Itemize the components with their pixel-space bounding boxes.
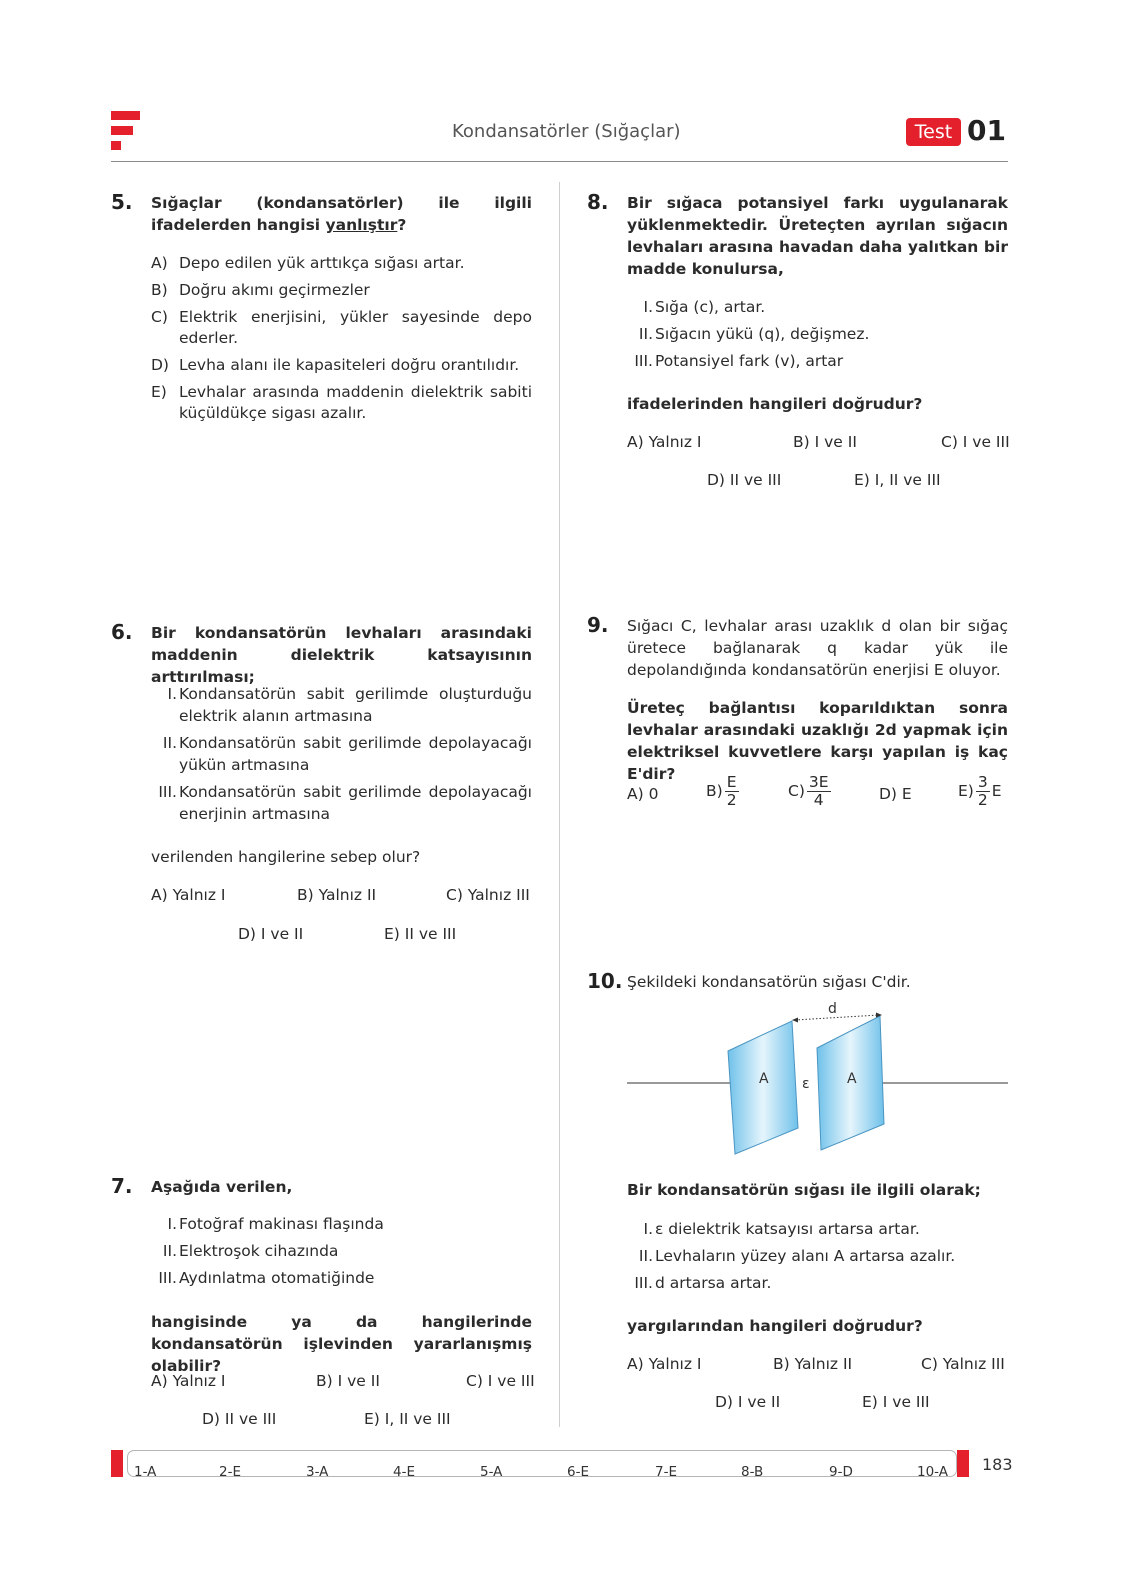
q8-question: ifadelerinden hangileri doğrudur? [627, 395, 923, 413]
answer-key-3: 3-A [306, 1464, 329, 1480]
answer-key-marker-left [111, 1450, 123, 1477]
q8-answer-c[interactable]: C) I ve III [941, 433, 1010, 451]
q8-answer-b[interactable]: B) I ve II [793, 433, 857, 451]
q7-answer-a[interactable]: A) Yalnız I [151, 1372, 226, 1390]
q6-number: 6. [111, 620, 133, 644]
plate-label-left: A [759, 1071, 769, 1087]
q9-answer-a[interactable]: A) 0 [627, 785, 659, 803]
q10-stem: Şekildeki kondansatörün sığası C'dir. [627, 973, 911, 991]
q10-answer-d[interactable]: D) I ve II [715, 1393, 781, 1411]
q9-answer-e[interactable]: E) $\frac{3}{2}$ E [958, 773, 1002, 809]
q5-option-e[interactable]: E) Levhalar arasında maddenin dielektrik sabiti küçüldükçe sigası azalır. [151, 383, 532, 422]
q6-answer-e[interactable]: E) II ve III [384, 925, 457, 943]
q6-question: verilenden hangilerine sebep olur? [151, 848, 421, 866]
q7-number: 7. [111, 1174, 133, 1198]
capacitor-figure [627, 998, 1008, 1158]
q5-number: 5. [111, 190, 133, 214]
answer-key-marker-right [957, 1450, 969, 1477]
q8-item-1: I. Sığa (c), artar. [643, 298, 766, 316]
answer-key-1: 1-A [134, 1464, 157, 1480]
q9-number: 9. [587, 613, 609, 637]
page-title: Kondansatörler (Sığaçlar) [452, 121, 681, 142]
q5-option-b[interactable]: B) Doğru akımı geçirmezler [151, 281, 370, 299]
answer-key-7: 7-E [655, 1464, 677, 1480]
plate-label-right: A [847, 1071, 857, 1087]
q8-answer-a[interactable]: A) Yalnız I [627, 433, 702, 451]
distance-arrow-left [792, 1018, 798, 1023]
q10-answer-e[interactable]: E) I ve III [862, 1393, 930, 1411]
q6-answer-d[interactable]: D) I ve II [238, 925, 304, 943]
test-number: 01 [967, 114, 1006, 147]
q10-answer-a[interactable]: A) Yalnız I [627, 1355, 702, 1373]
q7-answer-e[interactable]: E) I, II ve III [364, 1410, 451, 1428]
q10-question2: yargılarından hangileri doğrudur? [627, 1317, 923, 1335]
q7-question: hangisinde ya da hangilerinde kondansatörün işlevinden yararlanışmış olabilir? [151, 1313, 532, 1375]
answer-key-10: 10-A [917, 1464, 948, 1480]
q5-stem: Sığaçlar (kondansatörler) ile ilgili ifadelerden hangisi yanlıştır? [151, 194, 532, 234]
q10-answer-b[interactable]: B) Yalnız II [773, 1355, 853, 1373]
q7-item-2: II. Elektroşok cihazında [162, 1242, 339, 1260]
q8-answer-d[interactable]: D) II ve III [707, 471, 782, 489]
q10-item-1: I. ε dielektrik katsayısı artarsa artar. [643, 1220, 920, 1238]
header-rule [111, 161, 1008, 162]
q10-answer-c[interactable]: C) Yalnız III [921, 1355, 1005, 1373]
q6-answer-b[interactable]: B) Yalnız II [297, 886, 377, 904]
q8-item-2: II. Sığacın yükü (q), değişmez. [638, 325, 870, 343]
q7-answer-c[interactable]: C) I ve III [466, 1372, 535, 1390]
test-badge [906, 118, 961, 146]
q6-answer-c[interactable]: C) Yalnız III [446, 886, 530, 904]
q9-question: Üreteç bağlantısı koparıldıktan sonra levhalar arasındaki uzaklığı 2d yapmak için elektriksel kuvvetlere karşı yapılan iş kaç E'dir? [627, 699, 1008, 783]
q7-stem: Aşağıda verilen, [151, 1178, 293, 1196]
answer-key-2: 2-E [219, 1464, 241, 1480]
q6-item-2: II. Kondansatörün sabit gerilimde depolayacağı yükün artmasına [162, 734, 532, 774]
q7-answer-b[interactable]: B) I ve II [316, 1372, 380, 1390]
column-divider [559, 182, 560, 1427]
answer-key-8: 8-B [741, 1464, 764, 1480]
q5-option-a[interactable]: A) Depo edilen yük arttıkça sığası artar. [151, 254, 465, 272]
q8-stem: Bir sığaca potansiyel farkı uygulanarak yüklenmektedir. Üreteçten ayrılan sığacın levhaları arasına havadan daha yalıtkan bir madde konulursa, [627, 194, 1008, 278]
q6-answer-a[interactable]: A) Yalnız I [151, 886, 226, 904]
answer-key-9: 9-D [829, 1464, 853, 1480]
distance-marker [795, 1015, 879, 1020]
answer-key-4: 4-E [393, 1464, 415, 1480]
brand-logo [111, 111, 141, 151]
q5-option-d[interactable]: D) Levha alanı ile kapasiteleri doğru orantılıdır. [151, 356, 520, 374]
q6-item-1: I. Kondansatörün sabit gerilimde oluşturduğu elektrik alanın artmasına [167, 685, 532, 725]
q10-item-2: II. Levhaların yüzey alanı A artarsa azalır. [638, 1247, 956, 1265]
q6-item-3: III. Kondansatörün sabit gerilimde depolayacağı enerjinin artmasına [158, 783, 532, 823]
q8-answer-e[interactable]: E) I, II ve III [854, 471, 941, 489]
q10-item-3: III. d artarsa artar. [634, 1274, 772, 1292]
q6-stem: Bir kondansatörün levhaları arasındaki maddenin dielektrik katsayısının arttırılması; [151, 624, 532, 686]
q10-question: Bir kondansatörün sığası ile ilgili olarak; [627, 1181, 981, 1199]
page-number: 183 [982, 1455, 1013, 1474]
q9-stem: Sığacı C, levhalar arası uzaklık d olan bir sığaç üretece bağlanarak q kadar yük ile depolandığında kondansatörün enerjisi E oluyor. [627, 617, 1008, 679]
q10-number: 10. [587, 969, 623, 993]
answer-key-5: 5-A [480, 1464, 503, 1480]
q7-item-3: III. Aydınlatma otomatiğinde [158, 1269, 375, 1287]
q9-answer-c[interactable]: C) $\frac{3E}{4}$ [788, 773, 829, 809]
q7-item-1: I. Fotoğraf makinası flaşında [167, 1215, 384, 1233]
epsilon-label: ε [802, 1076, 810, 1092]
q9-answer-d[interactable]: D) E [879, 785, 912, 803]
q8-number: 8. [587, 190, 609, 214]
answer-key-6: 6-E [567, 1464, 589, 1480]
distance-label: d [828, 1001, 837, 1017]
q9-answer-b[interactable]: B) $\frac{E}{2}$ [706, 773, 737, 809]
plate-left [728, 1021, 798, 1154]
q8-item-3: III. Potansiyel fark (v), artar [634, 352, 844, 370]
test-label: Test [914, 121, 953, 143]
q5-option-c[interactable]: C) Elektrik enerjisini, yükler sayesinde depo ederler. [151, 308, 532, 347]
q7-answer-d[interactable]: D) II ve III [202, 1410, 277, 1428]
